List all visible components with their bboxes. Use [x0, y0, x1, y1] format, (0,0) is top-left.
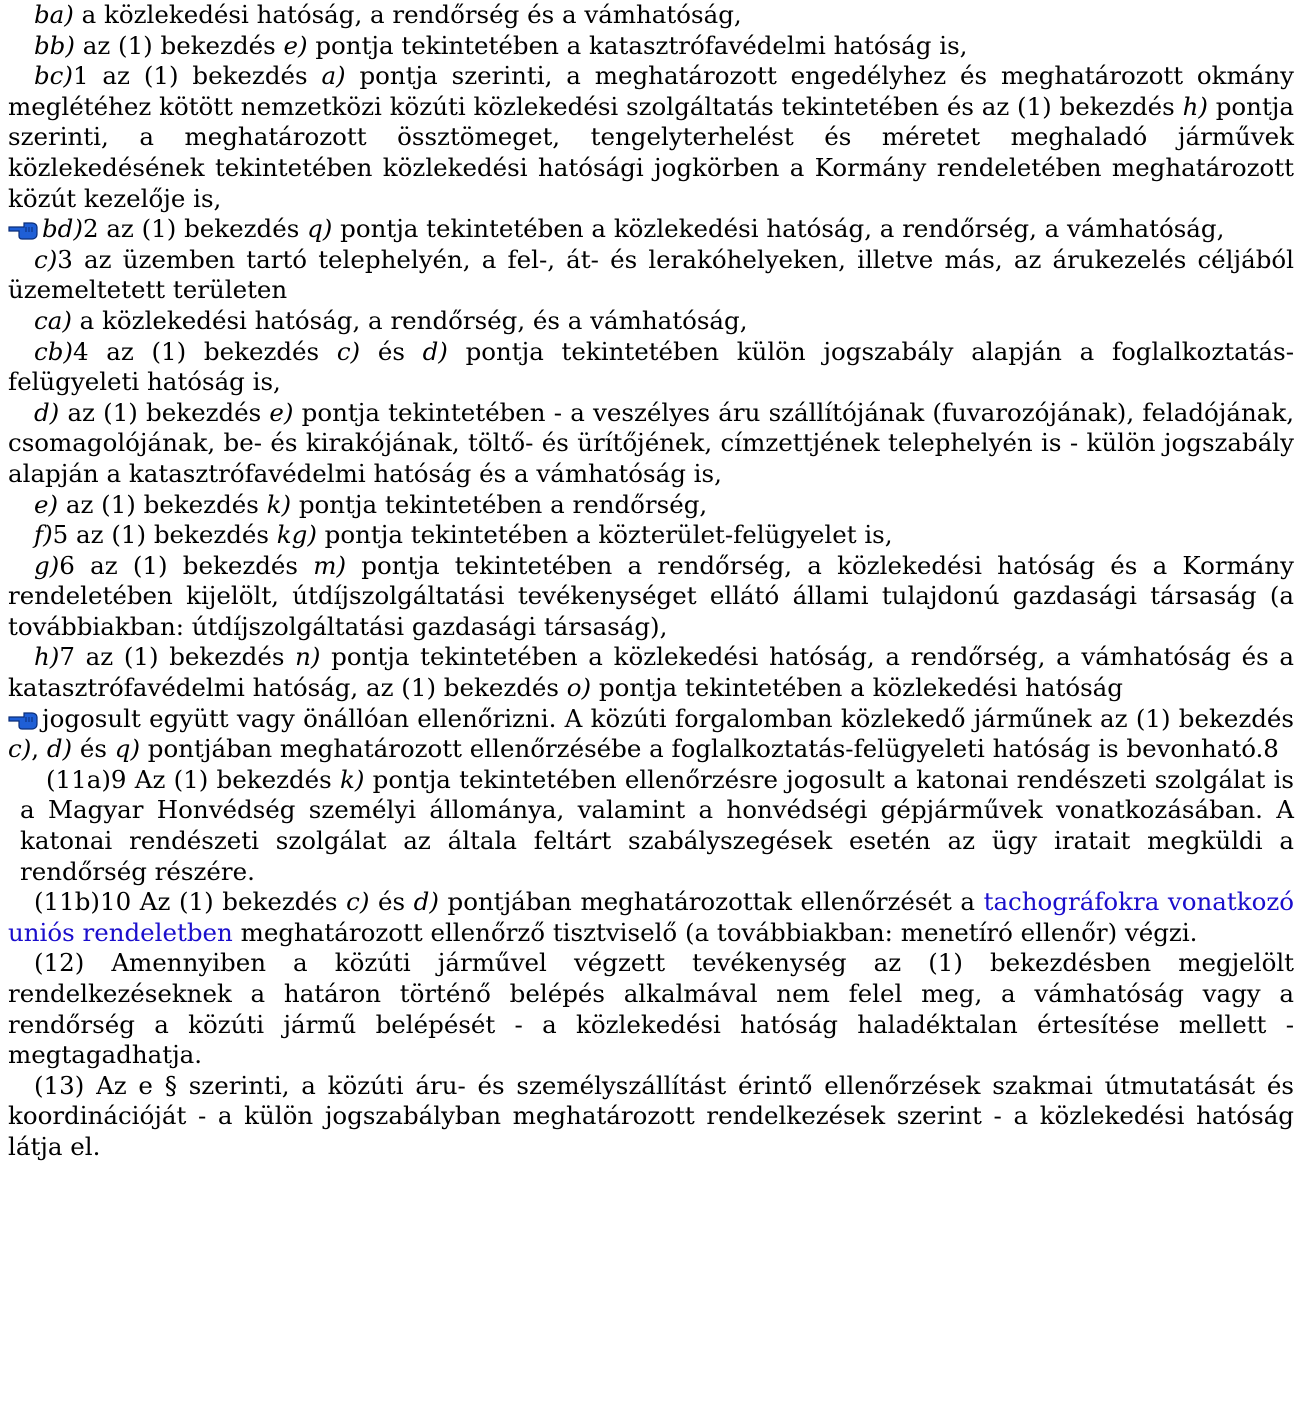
footnote-ref[interactable]: 10: [99, 887, 132, 917]
paragraph-bc: [8, 61, 1294, 214]
paragraph-text: pontja tekintetében a közterület-felügyelet is,: [316, 520, 893, 550]
paragraph-text: az (1) bekezdés: [88, 336, 337, 366]
point-mark: c): [34, 244, 58, 274]
paragraph-text: és: [360, 336, 423, 366]
point-mark: d): [34, 397, 60, 427]
paragraph-text: Az (1) bekezdés: [126, 764, 340, 794]
paragraph-text: (13) Az e § szerinti, a közúti áru- és személyszállítást érintő ellenőrzések szakmai útmutatását és koordinációját - a külön jogszabályban meghatározott rendelkezések szerint - a közlekedési hatóság látja el.: [8, 1070, 1294, 1161]
footnote-ref[interactable]: 8: [1263, 734, 1279, 764]
reference-mark: n): [295, 642, 321, 672]
footnote-ref[interactable]: 3: [57, 244, 73, 274]
paragraph-11b: [8, 887, 1294, 948]
paragraph-f: [8, 520, 1294, 551]
reference-mark: q): [307, 214, 333, 244]
reference-mark: h): [1182, 91, 1208, 121]
paragraph-text: meghatározott ellenőrző tisztviselő (a továbbiakban: menetíró ellenőr) végzi.: [232, 917, 1198, 947]
paragraph-ca: [8, 306, 1294, 337]
paragraph-cb: [8, 337, 1294, 398]
paragraph-text: Az (1) bekezdés: [131, 887, 347, 917]
reference-mark: d): [46, 734, 73, 764]
paragraph-text: pontja tekintetében a katasztrófavédelmi hatóság is,: [307, 30, 968, 60]
paragraph-text: az (1) bekezdés: [98, 214, 308, 244]
paragraph-text: jogosult együtt vagy önállóan ellenőrizni. A közúti forgalomban közlekedő járműnek az (1) bekezdés: [42, 703, 1294, 733]
paragraph-text: pontja tekintetében a rendőrség, a közlekedési hatóság és a Kormány rendeletében kijelölt, útdíjszolgáltatási tevékenységet ellátó állami tulajdonú gazdasági társaság (a továbbiakban: útdíjszolgáltatási gazdasági társaság),: [8, 550, 1294, 641]
reference-mark: e): [269, 397, 294, 427]
paragraph-text: pontjában meghatározottak ellenőrzését a: [438, 887, 984, 917]
paragraph-text: az (1) bekezdés: [74, 550, 314, 580]
paragraph-text: az (1) bekezdés: [68, 520, 277, 550]
footnote-ref[interactable]: 6: [59, 550, 75, 580]
paragraph-text: az üzemben tartó telephelyén, a fel-, át- és lerakóhelyeken, illetve más, az árukezelés céljából üzemeltetett területen: [8, 244, 1294, 305]
reference-mark: kg): [276, 520, 317, 550]
paragraph-text: a közlekedési hatóság, a rendőrség, és a vámhatóság,: [71, 305, 748, 335]
pointing-hand-icon[interactable]: [8, 708, 42, 730]
reference-mark: e): [283, 30, 308, 60]
paragraph-text: pontja tekintetében - a veszélyes áru szállítójának (fuvarozójának), feladójának, csomagolójának, be- és kirakójának, töltő- és ürítőjének, címzettjének telephelyén is - külön jogszabály alapján a katasztrófavédelmi hatóság és a vámhatóság is,: [8, 397, 1295, 488]
paragraph-text: ,: [31, 734, 47, 764]
reference-mark: o): [566, 673, 592, 703]
footnote-ref[interactable]: 1: [72, 61, 89, 91]
point-mark: bc): [34, 61, 73, 91]
point-mark: ba): [34, 0, 74, 29]
reference-mark: c): [336, 336, 361, 366]
footnote-ref[interactable]: 9: [110, 764, 127, 794]
paragraph-number: (11a): [46, 764, 111, 794]
paragraph-text: pontja tekintetében a rendőrség,: [291, 489, 708, 519]
point-mark: ca): [34, 305, 72, 335]
paragraph-g: [8, 551, 1294, 643]
regulation-link[interactable]: tachográfokra vonatkozó uniós rendeletben: [8, 887, 1294, 947]
reference-mark: d): [422, 336, 448, 366]
paragraph-number: (11b): [34, 887, 100, 917]
footnote-ref[interactable]: 7: [59, 642, 75, 672]
pointing-hand-icon[interactable]: [8, 218, 42, 240]
reference-mark: q): [114, 734, 141, 764]
footnote-ref[interactable]: 2: [82, 214, 99, 244]
paragraph-bb: [8, 31, 1294, 62]
paragraph-ba: [8, 0, 1294, 31]
point-mark: cb): [34, 336, 73, 366]
point-mark: e): [34, 489, 59, 519]
paragraph-text: az (1) bekezdés: [88, 61, 322, 91]
paragraph-text: (12) Amennyiben a közúti járművel végzett tevékenység az (1) bekezdésben megjelölt rendelkezéseknek a határon történő belépés alkalmával nem felel meg, a vámhatóság vagy a rendőrség a közúti jármű belépését - a közlekedési hatóság haladéktalan értesítése mellett - megtagadhatja.: [8, 948, 1294, 1070]
paragraph-text: a közlekedési hatóság, a rendőrség és a vámhatóság,: [73, 0, 742, 29]
point-mark: g): [34, 550, 60, 580]
paragraph-text: pontja szerinti, a meghatározott össztömeget, tengelyterhelést és méretet meghaladó járművek közlekedésének tekintetében közlekedési hatósági jogkörben a Kormány rendeletében meghatározott közút kezelője is,: [8, 91, 1294, 213]
paragraph-text: az (1) bekezdés: [58, 489, 267, 519]
point-mark: f): [34, 520, 53, 550]
paragraph-bd: [8, 214, 1294, 245]
point-mark: bd): [42, 214, 83, 244]
paragraph-text: pontja tekintetében a közlekedési hatóság, a rendőrség, a vámhatóság és a katasztrófavédelmi hatóság, az (1) bekezdés: [8, 642, 1294, 703]
paragraph-text: pontja tekintetében ellenőrzésre jogosult a katonai rendészeti szolgálat is a Magyar Honvédség személyi állománya, valamint a honvédségi gépjárművek vonatkozásában. A katonai rendészeti szolgálat az általa feltárt szabályszegések esetén az ügy iratait megküldi a rendőrség részére.: [20, 764, 1294, 886]
reference-mark: a): [321, 61, 346, 91]
paragraph-text: pontja szerinti, a meghatározott engedélyhez és meghatározott okmány meglétéhez kötött nemzetközi közúti közlekedési szolgáltatás tekintetében és az (1) bekezdés: [8, 61, 1294, 121]
reference-mark: d): [413, 887, 439, 917]
paragraph-11a: [20, 765, 1294, 887]
paragraph-text: és: [369, 887, 414, 917]
paragraph-12: [8, 948, 1294, 1070]
paragraph-text: pontjában meghatározott ellenőrzésébe a foglalkoztatás-felügyeleti hatóság is bevonható.: [140, 734, 1264, 764]
paragraph-text: pontja tekintetében külön jogszabály alapján a foglalkoztatás-felügyeleti hatóság is,: [8, 336, 1294, 397]
paragraph-text: pontja tekintetében a közlekedési hatóság, a rendőrség, a vámhatóság,: [332, 214, 1225, 244]
paragraph-text: az (1) bekezdés: [59, 397, 270, 427]
paragraph-closing: [8, 704, 1294, 765]
reference-mark: c): [346, 887, 370, 917]
footnote-ref[interactable]: 5: [52, 520, 69, 550]
paragraph-h: [8, 642, 1294, 703]
footnote-ref[interactable]: 4: [72, 336, 89, 366]
paragraph-c: [8, 245, 1294, 306]
reference-mark: c): [8, 734, 32, 764]
reference-mark: k): [339, 764, 365, 794]
reference-mark: m): [313, 550, 347, 580]
paragraph-text: az (1) bekezdés: [74, 642, 296, 672]
paragraph-text: és: [72, 734, 115, 764]
paragraph-text: az (1) bekezdés: [74, 30, 284, 60]
paragraph-d: [8, 398, 1294, 490]
paragraph-text: pontja tekintetében a közlekedési hatóság: [591, 673, 1123, 703]
paragraph-e: [8, 490, 1294, 521]
point-mark: bb): [34, 30, 75, 60]
point-mark: h): [34, 642, 60, 672]
paragraph-13: [8, 1071, 1294, 1163]
reference-mark: k): [266, 489, 292, 519]
